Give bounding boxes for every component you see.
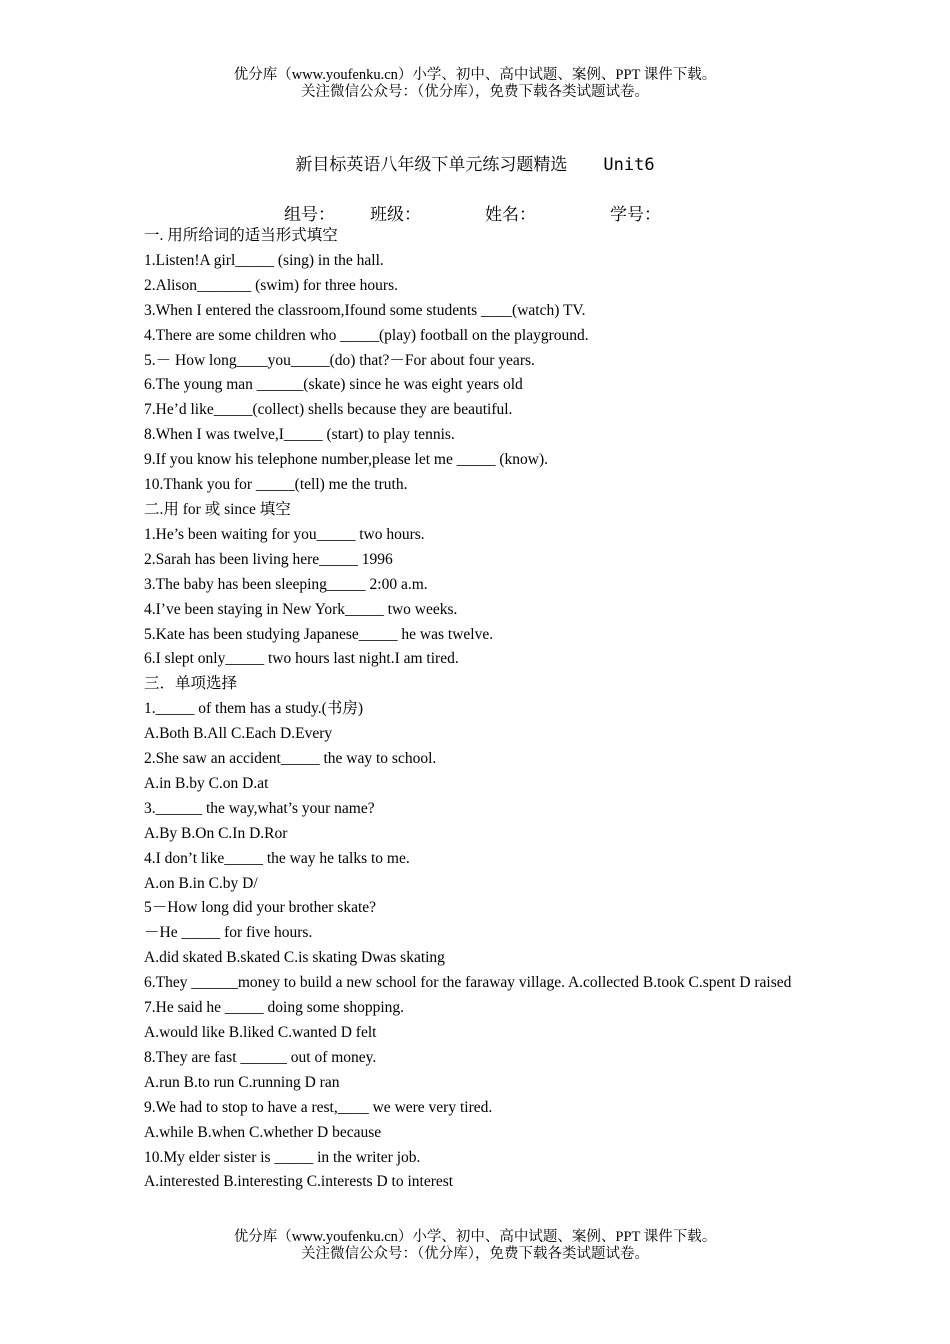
question-item: 5.－ How long____you_____(do) that?－For about four years.	[144, 351, 535, 369]
page-title	[0, 150, 950, 175]
section-heading-1: 一. 用所给词的适当形式填空	[144, 227, 338, 244]
question-item: －He _____ for five hours.	[144, 924, 313, 942]
question-item: 4.I’ve been staying in New York_____ two weeks.	[144, 600, 458, 618]
title-unit: Unit6	[603, 155, 655, 175]
question-item: 7.He said he _____ doing some shopping.	[144, 999, 405, 1017]
answer-options: A.in B.by C.on D.at	[144, 774, 269, 792]
header-line-2: 关注微信公众号：（优分库），免费下载各类试题试卷。	[301, 84, 649, 100]
header-line-1: 优分库（www.youfenku.cn）小学、初中、高中试题、案例、PPT 课件下载。	[233, 67, 717, 83]
section-heading-2: 二.用 for 或 since 填空	[144, 500, 291, 518]
answer-options: A.did skated B.skated C.is skating Dwas skating	[144, 949, 445, 967]
title-main: 新目标英语八年级下单元练习题精选	[295, 155, 568, 175]
answer-options: A.Both B.All C.Each D.Every	[144, 725, 333, 743]
question-item: 3.When I entered the classroom,Ifound some students ____(watch) TV.	[144, 301, 586, 319]
group-field: 组号：	[284, 205, 335, 225]
question-item: 9.If you know his telephone number,please let me _____ (know).	[144, 451, 549, 469]
question-item: 8.They are fast ______ out of money.	[144, 1048, 377, 1066]
question-item: 9.We had to stop to have a rest,____ we were very tired.	[144, 1098, 493, 1116]
number-field: 学号：	[610, 205, 661, 225]
question-item: 4.There are some children who _____(play) football on the playground.	[144, 326, 589, 344]
answer-options: A.would like B.liked C.wanted D felt	[144, 1024, 377, 1041]
class-field: 班级：	[370, 205, 421, 225]
answer-options: A.while B.when C.whether D because	[144, 1123, 382, 1141]
question-item: 2.She saw an accident_____ the way to school.	[144, 750, 437, 768]
question-item: 10.My elder sister is _____ in the writer job.	[144, 1148, 421, 1166]
question-item: 6.I slept only_____ two hours last night.I am tired.	[144, 650, 459, 668]
question-item: 2.Sarah has been living here_____ 1996	[144, 550, 393, 568]
name-field: 姓名：	[485, 205, 536, 225]
section-heading-3: 三．单项选择	[144, 675, 238, 693]
question-item: 3.______ the way,what’s your name?	[144, 799, 375, 817]
question-item: 2.Alison_______ (swim) for three hours.	[144, 276, 398, 294]
answer-options: A.on B.in C.by D/	[144, 874, 258, 892]
question-item: 7.He’d like_____(collect) shells because they are beautiful.	[144, 401, 513, 419]
worksheet-content	[144, 224, 824, 1195]
question-item: 5－How long did your brother skate?	[144, 899, 377, 917]
answer-options: A.By B.On C.In D.Ror	[144, 824, 288, 842]
question-item: 1._____ of them has a study.(书房)	[144, 700, 363, 718]
page-header	[0, 67, 950, 101]
question-item: 1.He’s been waiting for you_____ two hours.	[144, 525, 425, 543]
question-item: 10.Thank you for _____(tell) me the truth.	[144, 476, 408, 494]
footer-line-2: 关注微信公众号：（优分库），免费下载各类试题试卷。	[301, 1246, 649, 1262]
student-info-fields	[284, 200, 661, 225]
question-item: 6.They ______money to build a new school for the faraway village. A.collected B.took C.spent D raised	[144, 974, 792, 992]
footer-line-1: 优分库（www.youfenku.cn）小学、初中、高中试题、案例、PPT 课件下载。	[233, 1229, 717, 1245]
answer-options: A.interested B.interesting C.interests D to interest	[144, 1173, 454, 1191]
answer-options: A.run B.to run C.running D ran	[144, 1073, 340, 1091]
question-item: 1.Listen!A girl_____ (sing) in the hall.	[144, 251, 384, 269]
question-item: 6.The young man ______(skate) since he was eight years old	[144, 376, 523, 394]
question-item: 5.Kate has been studying Japanese_____ he was twelve.	[144, 625, 494, 643]
question-item: 8.When I was twelve,I_____ (start) to play tennis.	[144, 426, 455, 444]
question-item: 3.The baby has been sleeping_____ 2:00 a.m.	[144, 575, 428, 593]
question-item: 4.I don’t like_____ the way he talks to me.	[144, 849, 410, 867]
page-footer	[0, 1229, 950, 1263]
